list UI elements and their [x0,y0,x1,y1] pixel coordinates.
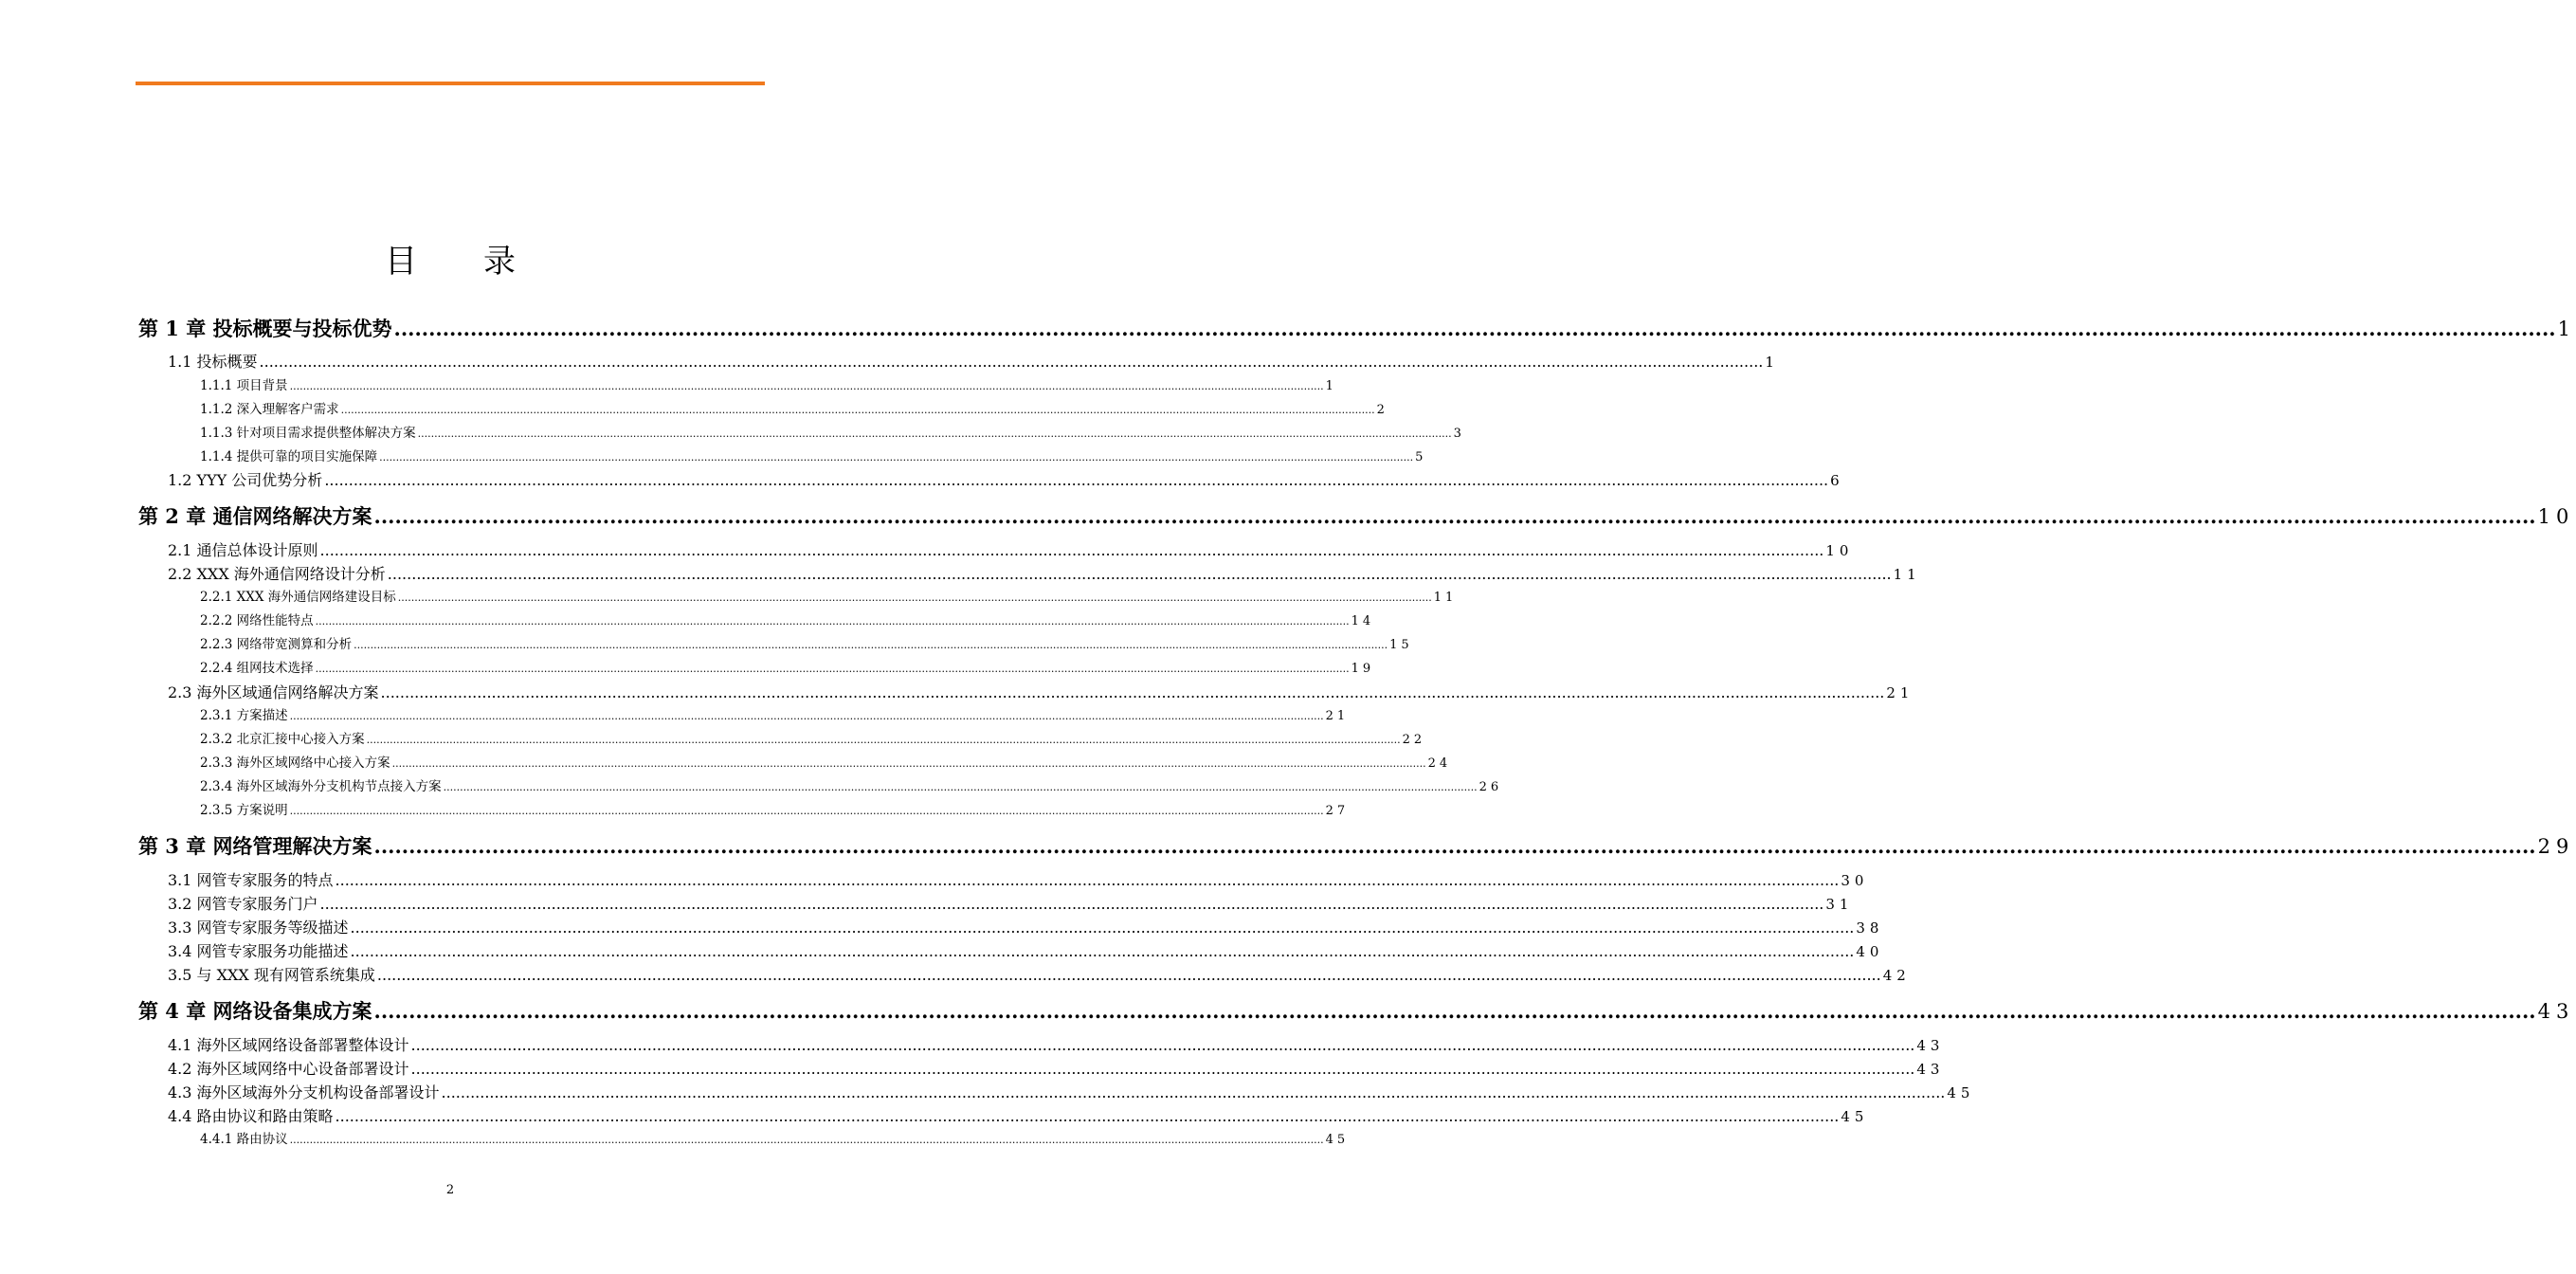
toc-entry-title: 3.1 网管专家服务的特点 [168,871,334,889]
toc-entry-title: 第 3 章 网络管理解决方案 [138,834,372,858]
toc-entry-title: 1.1.1 项目背景 [200,378,288,393]
toc-dot-leader [444,779,1478,794]
toc-entry-page: 45 [1325,1133,1350,1147]
toc-entry-page: 43 [2537,1000,2575,1023]
toc-dot-leader [316,661,1350,676]
toc-entry[interactable] [200,633,1413,654]
toc-entry[interactable] [168,468,1844,491]
toc-entry-title: 1.1 投标概要 [168,353,258,371]
toc-entry-page: 1 [2557,318,2576,340]
toc-dot-leader [336,1107,1840,1125]
toc-title-char-2: 录 [483,243,516,281]
toc-entry-title: 4.4.1 路由协议 [200,1132,288,1147]
toc-entry-title: 2.1 通信总体设计原则 [168,541,318,559]
toc-dot-leader [374,834,2536,858]
toc-entry[interactable] [168,963,1911,986]
toc-entry-title: 3.3 网管专家服务等级描述 [168,919,349,937]
toc-entry-page: 22 [1402,733,1426,747]
toc-dot-leader [442,1083,1946,1101]
toc-dot-leader [374,999,2536,1023]
toc-entry-title: 1.1.4 提供可靠的项目实施保障 [200,449,378,464]
toc-entry-page: 14 [1351,614,1375,628]
toc-entry[interactable] [168,1057,1945,1080]
toc-dot-leader [381,683,1885,701]
toc-entry-title: 2.3.4 海外区域海外分支机构节点接入方案 [200,779,442,794]
toc-entry-page: 3 [1453,427,1465,441]
toc-entry-page: 21 [1325,709,1350,723]
toc-entry-page: 6 [1830,472,1844,489]
toc-entry-page: 1 [1325,379,1337,393]
toc-entry-title: 3.4 网管专家服务功能描述 [168,942,349,960]
toc-entry-title: 2.3.2 北京汇接中心接入方案 [200,732,365,747]
toc-entry-title: 3.2 网管专家服务门户 [168,895,318,913]
toc-entry[interactable] [138,314,2576,342]
toc-entry-title: 第 4 章 网络设备集成方案 [138,999,372,1023]
toc-entry-title: 第 1 章 投标概要与投标优势 [138,317,392,340]
toc-entry[interactable] [168,562,1921,585]
toc-entry-page: 2 [1376,403,1388,417]
toc-entry[interactable] [200,775,1503,796]
toc-entry-page: 29 [2537,835,2575,858]
toc-entry-title: 1.1.2 深入理解客户需求 [200,402,339,417]
toc-dot-leader [316,613,1350,628]
toc-entry[interactable] [168,939,1884,962]
toc-entry-title: 1.2 YYY 公司优势分析 [168,471,323,489]
toc-dot-leader [374,504,2536,528]
toc-entry[interactable] [200,610,1375,630]
toc-dot-leader [379,449,1413,464]
toc-entry-title: 3.5 与 XXX 现有网管系统集成 [168,966,375,984]
toc-entry-page: 10 [1825,542,1854,559]
toc-dot-leader [324,471,1828,489]
toc-entry-page: 43 [1916,1061,1945,1078]
toc-entry-page: 30 [1841,872,1869,889]
toc-entry-title: 2.3.3 海外区域网络中心接入方案 [200,755,390,771]
toc-entry[interactable] [200,1128,1350,1149]
toc-entry-page: 24 [1427,756,1452,771]
toc-dot-leader [341,402,1375,417]
toc-entry-title: 第 2 章 通信网络解决方案 [138,504,372,528]
toc-entry-title: 2.3 海外区域通信网络解决方案 [168,683,379,701]
toc-title-char-1: 目 [385,243,417,281]
toc-dot-leader [377,966,1881,984]
toc-dot-leader [351,942,1855,960]
page-number: 2 [445,1183,455,1197]
toc-dot-leader [354,637,1388,652]
toc-dot-leader [320,541,1824,559]
toc-entry[interactable] [168,892,1854,915]
toc-entry[interactable] [168,916,1884,938]
toc-dot-leader [290,803,1324,818]
toc-entry[interactable] [168,1081,1975,1103]
toc-entry-page: 45 [1947,1084,1975,1101]
toc-entry[interactable] [200,799,1350,820]
toc-entry-page: 45 [1841,1108,1869,1125]
toc-entry-page: 15 [1389,638,1413,652]
toc-entry-page: 27 [1325,804,1350,818]
toc-entry-page: 42 [1882,967,1911,984]
toc-entry-page: 26 [1478,780,1503,794]
toc-entry-page: 21 [1886,684,1914,701]
toc-entry[interactable] [168,1033,1945,1056]
toc-dot-leader [398,590,1432,605]
toc-entry[interactable] [138,831,2575,860]
toc-dot-leader [388,565,1892,583]
toc-entry-page: 1 [1765,354,1779,371]
toc-entry-page: 19 [1351,662,1375,676]
toc-entry[interactable] [168,538,1854,561]
toc-entry-title: 2.2 XXX 海外通信网络设计分析 [168,565,386,583]
toc-entry-page: 31 [1825,896,1854,913]
toc-entry[interactable] [200,728,1426,749]
toc-entry-page: 5 [1415,450,1427,464]
toc-entry[interactable] [200,398,1388,419]
toc-entry[interactable] [138,501,2575,530]
toc-entry[interactable] [200,586,1458,607]
toc-entry-title: 4.1 海外区域网络设备部署整体设计 [168,1036,409,1054]
toc-entry[interactable] [200,752,1452,773]
toc-entry[interactable] [138,996,2575,1025]
toc-entry-title: 2.2.1 XXX 海外通信网络建设目标 [200,590,396,605]
toc-entry[interactable] [168,350,1779,373]
toc-dot-leader [290,708,1324,723]
toc-entry[interactable] [168,1104,1869,1127]
toc-title [0,235,900,282]
toc-dot-leader [411,1060,1915,1078]
toc-entry-title: 2.2.3 网络带宽测算和分析 [200,637,353,652]
header-rule [136,82,765,85]
toc-dot-leader [336,871,1840,889]
toc-entry[interactable] [200,704,1350,725]
toc-entry-title: 4.3 海外区域海外分支机构设备部署设计 [168,1083,440,1101]
toc-entry[interactable] [200,657,1375,678]
toc-dot-leader [260,353,1764,371]
toc-dot-leader [351,919,1855,937]
toc-entry[interactable] [200,422,1465,443]
toc-entry[interactable] [200,446,1427,466]
toc-dot-leader [290,378,1324,393]
toc-dot-leader [418,426,1452,441]
toc-dot-leader [367,732,1401,747]
toc-entry[interactable] [168,868,1869,891]
toc-entry-page: 40 [1856,943,1884,960]
toc-entry-page: 38 [1856,919,1884,937]
toc-entry-title: 2.2.4 组网技术选择 [200,661,314,676]
toc-entry-page: 11 [1433,591,1458,605]
toc-entry-title: 4.2 海外区域网络中心设备部署设计 [168,1060,409,1078]
toc-entry-page: 11 [1893,566,1921,583]
toc-dot-leader [320,895,1824,913]
toc-entry-title: 2.2.2 网络性能特点 [200,613,314,628]
toc-dot-leader [411,1036,1915,1054]
toc-entry-title: 2.3.5 方案说明 [200,803,288,818]
toc-entry[interactable] [168,681,1914,703]
toc-entry[interactable] [200,374,1337,395]
toc-dot-leader [392,755,1426,771]
toc-entry-title: 4.4 路由协议和路由策略 [168,1107,334,1125]
toc-entry-title: 1.1.3 针对项目需求提供整体解决方案 [200,426,416,441]
toc-entry-page: 10 [2537,505,2575,528]
toc-dot-leader [290,1132,1324,1147]
toc-dot-leader [394,317,2556,340]
toc-entry-title: 2.3.1 方案描述 [200,708,288,723]
toc-entry-page: 43 [1916,1037,1945,1054]
